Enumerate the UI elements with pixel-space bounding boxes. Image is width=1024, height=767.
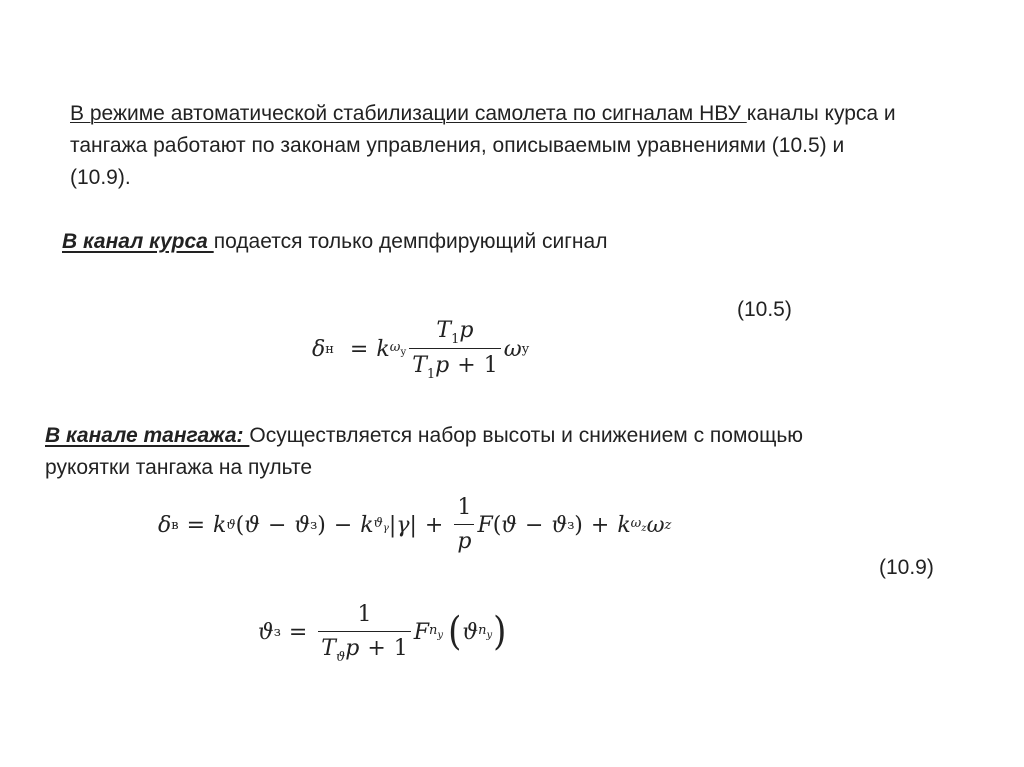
fraction-numerator: $T_1p$ (436, 318, 474, 347)
k-theta-gamma-coefficient: k (360, 512, 374, 538)
theta-subscript: з (273, 624, 281, 640)
pitch-channel-line1: Осуществляется набор высоты и снижением с помощью (249, 424, 804, 447)
delta-subscript: н (325, 341, 334, 357)
equals-sign: = (349, 336, 369, 362)
omega-symbol: ω (503, 336, 522, 362)
k-omega-coefficient: k (617, 512, 631, 538)
theta-symbol: ϑ (258, 619, 274, 645)
filter-fraction: $\frac{1}{T_ϑp + 1}$ (318, 601, 411, 664)
intro-underlined-text: В режиме автоматической стабилизации самолета по сигналам НВУ (70, 102, 747, 125)
equals-sign: = (288, 619, 308, 645)
delta-symbol: δ (158, 512, 172, 538)
equation-number-10-9: (10.9) (879, 556, 934, 579)
pitch-channel-label: В канале тангажа: (45, 424, 250, 447)
integrator-fraction: $\frac{1}{p}$ (454, 494, 474, 556)
transfer-fraction (409, 317, 501, 381)
formula-10-9: δ в = k ϑ ( ϑ − ϑ з ) − k $ϑ_\gamma$ | γ | + $\frac{1}{p}$ F ( ϑ − ϑ з ) + k $\omega_z$ ω z (158, 495, 672, 554)
pitch-channel-line2: рукоятки тангажа на пульте (45, 456, 313, 479)
k-subscript-omega: ω (389, 339, 401, 355)
course-channel-paragraph (62, 226, 942, 258)
omega-subscript: у (521, 341, 530, 357)
formula-10-5 (312, 310, 529, 388)
formula-theta-z: ϑ з = $\frac{1}{T_ϑp + 1}$ F $n_y$ ( ϑ $n_y$ ) (258, 601, 507, 665)
k-subscript-sub: у (400, 346, 407, 358)
equals-sign: = (186, 512, 206, 538)
delta-subscript: в (171, 517, 179, 533)
intro-paragraph (70, 98, 970, 194)
delta-symbol: δ (312, 336, 326, 362)
intro-line3: (10.9). (70, 166, 131, 189)
k-theta-coefficient: k (213, 512, 227, 538)
equation-number-10-5: (10.5) (737, 298, 792, 321)
k-coefficient: k (376, 336, 390, 362)
course-channel-label: В канал курса (62, 230, 214, 253)
intro-line2: тангажа работают по законам управления, описываемым уравнениями (10.5) и (70, 134, 845, 157)
intro-line1-rest: каналы курса и (746, 102, 896, 125)
pitch-channel-paragraph (45, 420, 945, 484)
fraction-denominator: $T_1p + 1$ (409, 348, 501, 381)
course-channel-text: подается только демпфирующий сигнал (213, 230, 608, 253)
